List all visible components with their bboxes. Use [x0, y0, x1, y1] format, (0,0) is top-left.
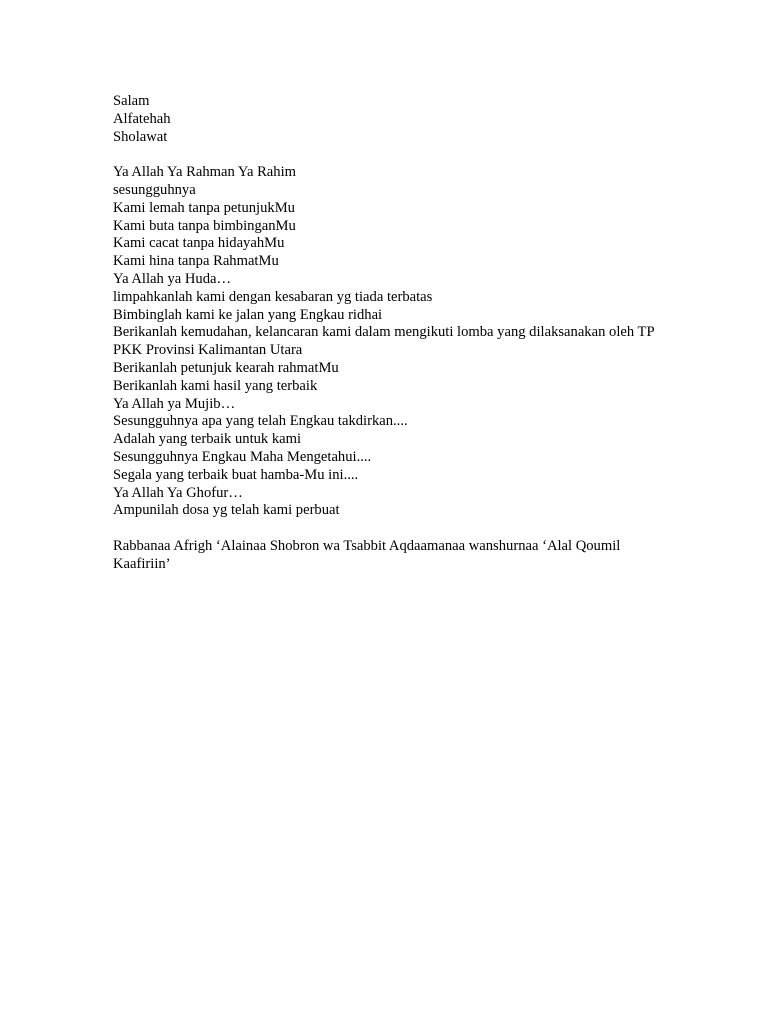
text-line: Bimbinglah kami ke jalan yang Engkau ridhai [113, 306, 383, 323]
text-line: Kami lemah tanpa petunjukMu [113, 199, 295, 216]
text-line: Ya Allah ya Huda… [113, 270, 232, 287]
text-line: Ya Allah Ya Ghofur… [113, 484, 243, 501]
text-line: Sesungguhnya apa yang telah Engkau takdirkan.... [113, 413, 408, 430]
text-line: limpahkanlah kami dengan kesabaran yg tiada terbatas [113, 288, 433, 305]
text-line: Kami buta tanpa bimbinganMu [113, 217, 296, 234]
closing-block [113, 538, 673, 574]
text-line: Adalah yang terbaik untuk kami [113, 431, 302, 448]
opening-block [113, 93, 673, 146]
text-line: Segala yang terbaik buat hamba-Mu ini.... [113, 466, 359, 483]
text-line: Berikanlah petunjuk kearah rahmatMu [113, 359, 339, 376]
text-line: Kami cacat tanpa hidayahMu [113, 235, 285, 252]
text-line: Sholawat [113, 128, 168, 145]
text-line: Kami hina tanpa RahmatMu [113, 253, 279, 270]
prayer-block [113, 164, 673, 520]
text-line: Ampunilah dosa yg telah kami perbuat [113, 502, 340, 519]
text-line: Ya Allah ya Mujib… [113, 395, 236, 412]
text-line: Sesungguhnya Engkau Maha Mengetahui.... [113, 448, 372, 465]
text-line: sesungguhnya [113, 181, 196, 198]
text-line: Berikanlah kami hasil yang terbaik [113, 377, 318, 394]
text-line: Ya Allah Ya Rahman Ya Rahim [113, 164, 296, 181]
text-line: Berikanlah kemudahan, kelancaran kami dalam mengikuti lomba yang dilaksanakan oleh TP PKK Provinsi Kalimantan Utara [113, 324, 655, 359]
text-line: Rabbanaa Afrigh ‘Alainaa Shobron wa Tsabbit Aqdaamanaa wanshurnaa ‘Alal Qoumil Kaafiriin’ [113, 537, 621, 572]
text-line: Alfatehah [113, 110, 171, 127]
text-line: Salam [113, 93, 150, 109]
document-body [113, 93, 673, 574]
